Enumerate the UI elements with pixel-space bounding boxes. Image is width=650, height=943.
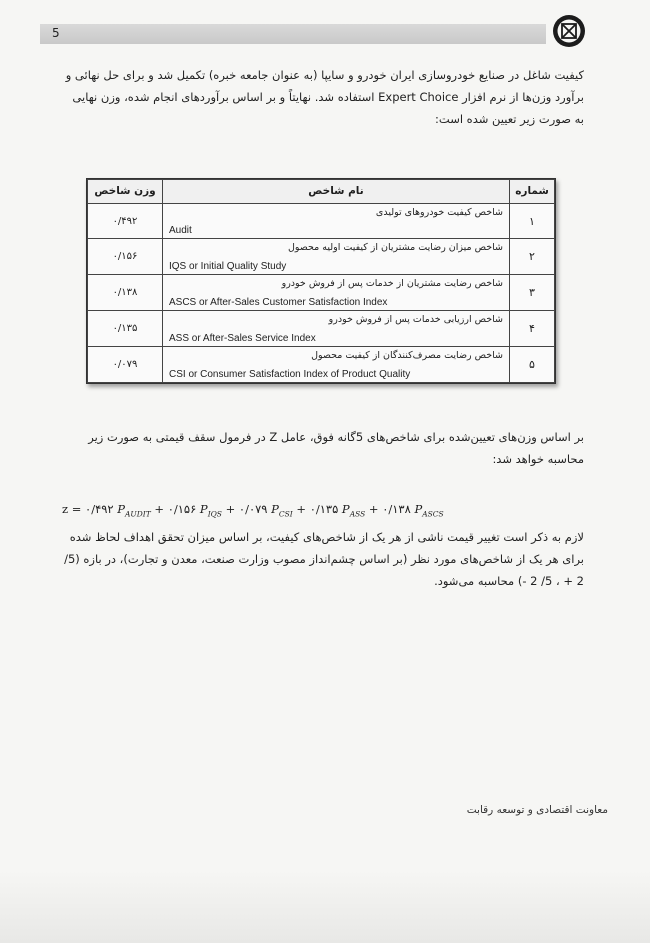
row-weight: ۰/۱۳۵ [88, 311, 163, 347]
col-name-header: نام شاخص [163, 180, 510, 204]
table-row [88, 275, 555, 311]
formula-term: ۰/۴۹۲ $P_{AUDIT}$ [85, 502, 151, 519]
row-name-cell [163, 275, 510, 311]
index-weights-table [86, 178, 556, 384]
row-name-en: ASCS or After-Sales Customer Satisfaction Index [169, 297, 388, 309]
row-number: ۴ [510, 311, 555, 347]
table-row [88, 311, 555, 347]
col-number-header: شماره [510, 180, 555, 204]
footer-department: معاونت اقتصادی و توسعه رقابت [466, 804, 608, 816]
row-name-fa: شاخص ارزیابی خدمات پس از فروش خودرو [328, 314, 503, 326]
header-bar [40, 24, 546, 44]
range-paragraph: لازم به ذکر است تغییر قیمت ناشی از هر یک از شاخص‌های کیفیت، بر اساس میزان تحقق اهداف لحاظ شده برای هر یک از شاخص‌های مورد نظر (بر اساس چشم‌انداز مصوب وزارت صنعت، معدن و تجارت)، در بازه (5/ 2 + ، 5/ 2 -) محاسبه می‌شود. [64, 530, 584, 588]
page-bottom-shade [0, 870, 650, 943]
formula-term: ۰/۰۷۹ $P_{CSI}$ [238, 502, 293, 519]
row-name-en: IQS or Initial Quality Study [169, 261, 287, 273]
table-row [88, 203, 555, 239]
formula-lhs: z = [62, 502, 82, 516]
row-name-en: ASS or After-Sales Service Index [169, 333, 316, 345]
row-name-cell [163, 311, 510, 347]
row-weight: ۰/۱۳۸ [88, 275, 163, 311]
row-weight: ۰/۴۹۲ [88, 203, 163, 239]
table-row [88, 239, 555, 275]
row-name-en: Audit [169, 225, 192, 237]
formula-intro-paragraph: بر اساس وزن‌های تعیین‌شده برای شاخص‌های 5گانه فوق، عامل Z در فرمول سقف قیمتی به صورت زیر محاسبه خواهد شد: [88, 430, 584, 466]
row-name-fa: شاخص میزان رضایت مشتریان از کیفیت اولیه محصول [288, 242, 503, 254]
row-weight: ۰/۱۵۶ [88, 239, 163, 275]
intro-paragraph: کیفیت شاغل در صنایع خودروسازی ایران خودرو و سایپا (به عنوان جامعه خبره) تکمیل شد و برای حل نهائی و برآورد وزن‌ها از نرم افزار Expert Choice استفاده شد. نهایتاً و بر اساس برآوردهای انجام شده، وزن نهایی به صورت زیر تعیین شده است: [65, 68, 584, 126]
row-number: ۱ [510, 203, 555, 239]
row-name-cell [163, 203, 510, 239]
row-name-en: CSI or Consumer Satisfaction Index of Product Quality [169, 369, 411, 380]
table-header-row [88, 180, 555, 204]
page-number: 5 [52, 26, 60, 40]
col-weight-header: وزن شاخص [88, 180, 163, 204]
row-name-fa: شاخص رضایت مشتریان از خدمات پس از فروش خودرو [281, 278, 503, 290]
table-row [88, 347, 555, 383]
row-name-fa: شاخص رضایت مصرف‌کنندگان از کیفیت محصول [311, 350, 503, 362]
row-number: ۲ [510, 239, 555, 275]
row-name-cell [163, 239, 510, 275]
formula-term: ۰/۱۵۶ $P_{IQS}$ [167, 502, 222, 519]
row-weight: ۰/۰۷۹ [88, 347, 163, 383]
organization-logo-icon [552, 14, 586, 48]
z-formula: z = ۰/۴۹۲ $P_{AUDIT}$ + ۰/۱۵۶ $P_{IQS}$ + ۰/۰۷۹ $P_{CSI}$ + ۰/۱۳۵ $P_{ASS}$ + ۰/۱۳۸ $P_{ASCS}$ [62, 502, 444, 519]
row-number: ۵ [510, 347, 555, 383]
row-number: ۳ [510, 275, 555, 311]
formula-term: ۰/۱۳۵ $P_{ASS}$ [309, 502, 366, 519]
row-name-cell [163, 347, 510, 383]
row-name-fa: شاخص کیفیت خودروهای تولیدی [375, 206, 503, 218]
formula-term: ۰/۱۳۸ $P_{ASCS}$ [382, 502, 444, 519]
